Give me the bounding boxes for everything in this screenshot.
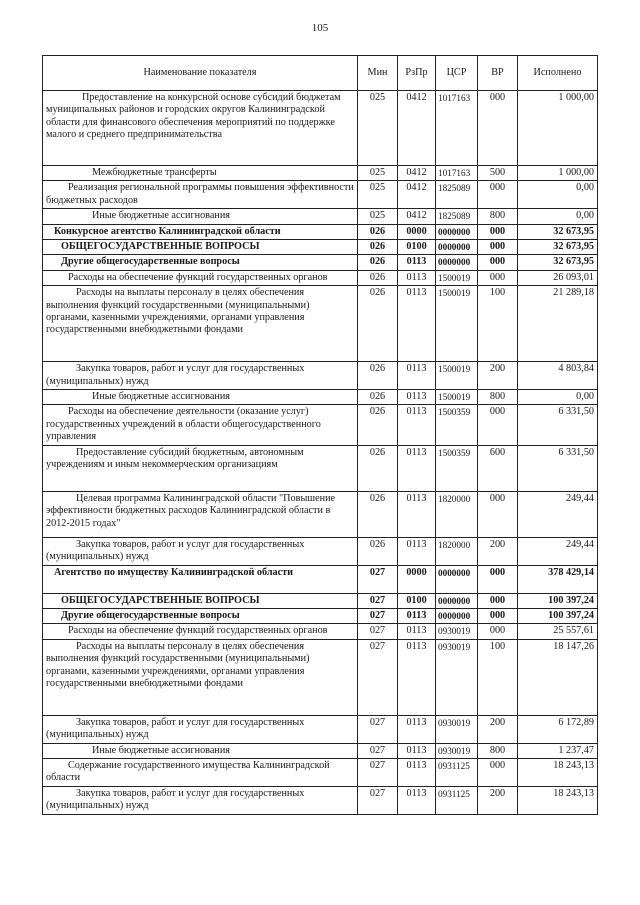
row-rzpr: 0113: [398, 286, 436, 362]
table-row: [43, 166, 598, 181]
row-name: Иные бюджетные ассигнования: [43, 390, 358, 405]
row-csr: 0930019: [436, 715, 478, 743]
row-done: 1 000,00: [518, 166, 598, 181]
row-rzpr: 0113: [398, 362, 436, 390]
row-vr: 000: [478, 405, 518, 445]
row-vr: 500: [478, 166, 518, 181]
row-min: 026: [358, 537, 398, 565]
header-csr: ЦСР: [436, 56, 478, 91]
row-done: 1 237,47: [518, 743, 598, 758]
row-min: 026: [358, 224, 398, 239]
row-csr: 1825089: [436, 209, 478, 224]
row-vr: 800: [478, 390, 518, 405]
row-vr: 200: [478, 786, 518, 814]
row-name: Расходы на выплаты персоналу в целях обеспечения выполнения функций государственными (муниципальными) органами, казенными учреждениями, органами управления государственными внебюджетными фондами: [43, 639, 358, 715]
row-done: 26 093,01: [518, 270, 598, 285]
row-vr: 000: [478, 181, 518, 209]
row-done: 25 557,61: [518, 624, 598, 639]
row-name: Расходы на обеспечение функций государственных органов: [43, 270, 358, 285]
row-min: 027: [358, 639, 398, 715]
row-vr: 000: [478, 224, 518, 239]
row-min: 027: [358, 593, 398, 608]
row-name: Конкурсное агентство Калининградской области: [43, 224, 358, 239]
row-csr: 1820000: [436, 537, 478, 565]
row-name: Межбюджетные трансферты: [43, 166, 358, 181]
row-done: 0,00: [518, 390, 598, 405]
row-vr: 200: [478, 362, 518, 390]
row-min: 027: [358, 624, 398, 639]
row-rzpr: 0100: [398, 240, 436, 255]
row-rzpr: 0412: [398, 209, 436, 224]
row-csr: 0930019: [436, 624, 478, 639]
row-csr: 0000000: [436, 240, 478, 255]
row-vr: 000: [478, 240, 518, 255]
row-csr: 1500019: [436, 286, 478, 362]
row-done: 249,44: [518, 491, 598, 537]
table-row: [43, 240, 598, 255]
row-csr: 0000000: [436, 608, 478, 623]
row-rzpr: 0000: [398, 565, 436, 593]
row-min: 025: [358, 91, 398, 166]
table-row: [43, 715, 598, 743]
row-name: Закупка товаров, работ и услуг для государственных (муниципальных) нужд: [43, 362, 358, 390]
row-csr: 0000000: [436, 255, 478, 270]
row-done: 249,44: [518, 537, 598, 565]
row-done: 378 429,14: [518, 565, 598, 593]
row-done: 100 397,24: [518, 593, 598, 608]
table-header-row: [43, 56, 598, 91]
row-min: 025: [358, 181, 398, 209]
row-rzpr: 0113: [398, 445, 436, 491]
row-name: Закупка товаров, работ и услуг для государственных (муниципальных) нужд: [43, 786, 358, 814]
header-done: Исполнено: [518, 56, 598, 91]
row-done: 32 673,95: [518, 224, 598, 239]
row-name: Предоставление субсидий бюджетным, автономным учреждениям и иным некоммерческим организациям: [43, 445, 358, 491]
row-vr: 000: [478, 624, 518, 639]
row-vr: 800: [478, 209, 518, 224]
row-vr: 000: [478, 91, 518, 166]
row-csr: 1820000: [436, 491, 478, 537]
table-row: [43, 362, 598, 390]
budget-execution-table: [42, 55, 598, 815]
row-min: 026: [358, 255, 398, 270]
row-name: Закупка товаров, работ и услуг для государственных (муниципальных) нужд: [43, 715, 358, 743]
row-min: 026: [358, 270, 398, 285]
header-min: Мин: [358, 56, 398, 91]
table-row: [43, 181, 598, 209]
row-min: 025: [358, 166, 398, 181]
table-row: [43, 758, 598, 786]
row-csr: 0930019: [436, 639, 478, 715]
row-done: 32 673,95: [518, 240, 598, 255]
row-min: 025: [358, 209, 398, 224]
table-row: [43, 593, 598, 608]
row-name: Другие общегосударственные вопросы: [43, 608, 358, 623]
row-done: 1 000,00: [518, 91, 598, 166]
row-done: 18 147,26: [518, 639, 598, 715]
row-min: 027: [358, 743, 398, 758]
table-row: [43, 91, 598, 166]
row-name: ОБЩЕГОСУДАРСТВЕННЫЕ ВОПРОСЫ: [43, 593, 358, 608]
table-row: [43, 608, 598, 623]
row-csr: 1017163: [436, 166, 478, 181]
row-name: Содержание государственного имущества Калининградской области: [43, 758, 358, 786]
row-rzpr: 0113: [398, 405, 436, 445]
row-min: 026: [358, 491, 398, 537]
row-min: 026: [358, 240, 398, 255]
row-csr: 1825089: [436, 181, 478, 209]
row-done: 18 243,13: [518, 786, 598, 814]
header-vr: ВР: [478, 56, 518, 91]
row-vr: 000: [478, 565, 518, 593]
table-row: [43, 639, 598, 715]
row-csr: 1500019: [436, 390, 478, 405]
header-name: Наименование показателя: [43, 56, 358, 91]
row-done: 32 673,95: [518, 255, 598, 270]
row-done: 0,00: [518, 209, 598, 224]
row-vr: 000: [478, 593, 518, 608]
row-csr: 1500019: [436, 362, 478, 390]
row-done: 100 397,24: [518, 608, 598, 623]
row-name: Расходы на обеспечение функций государственных органов: [43, 624, 358, 639]
row-name: Другие общегосударственные вопросы: [43, 255, 358, 270]
table-row: [43, 286, 598, 362]
row-vr: 200: [478, 537, 518, 565]
row-name: Расходы на выплаты персоналу в целях обеспечения выполнения функций государственными (муниципальными) органами, казенными учреждениями, органами управления государственными внебюджетными фондами: [43, 286, 358, 362]
table-row: [43, 624, 598, 639]
table-row: [43, 224, 598, 239]
row-min: 027: [358, 786, 398, 814]
row-name: Закупка товаров, работ и услуг для государственных (муниципальных) нужд: [43, 537, 358, 565]
row-done: 21 289,18: [518, 286, 598, 362]
row-done: 18 243,13: [518, 758, 598, 786]
row-csr: 0931125: [436, 786, 478, 814]
table-row: [43, 209, 598, 224]
row-vr: 100: [478, 286, 518, 362]
header-rzpr: РзПр: [398, 56, 436, 91]
row-vr: 000: [478, 608, 518, 623]
row-vr: 800: [478, 743, 518, 758]
row-name: Иные бюджетные ассигнования: [43, 209, 358, 224]
row-name: Иные бюджетные ассигнования: [43, 743, 358, 758]
table-row: [43, 537, 598, 565]
row-rzpr: 0113: [398, 255, 436, 270]
row-min: 026: [358, 405, 398, 445]
row-rzpr: 0113: [398, 390, 436, 405]
table-row: [43, 491, 598, 537]
row-vr: 000: [478, 758, 518, 786]
row-rzpr: 0412: [398, 181, 436, 209]
row-vr: 000: [478, 491, 518, 537]
table-row: [43, 565, 598, 593]
row-csr: 0000000: [436, 224, 478, 239]
row-csr: 1500019: [436, 270, 478, 285]
row-rzpr: 0113: [398, 537, 436, 565]
row-vr: 000: [478, 270, 518, 285]
table-row: [43, 270, 598, 285]
row-min: 027: [358, 565, 398, 593]
row-rzpr: 0113: [398, 743, 436, 758]
page-number: 105: [311, 22, 329, 34]
row-min: 027: [358, 715, 398, 743]
row-name: Реализация региональной программы повышения эффективности бюджетных расходов: [43, 181, 358, 209]
row-csr: 0930019: [436, 743, 478, 758]
row-csr: 0000000: [436, 565, 478, 593]
table-row: [43, 390, 598, 405]
row-vr: 000: [478, 255, 518, 270]
row-done: 0,00: [518, 181, 598, 209]
table-row: [43, 786, 598, 814]
table-row: [43, 255, 598, 270]
row-done: 4 803,84: [518, 362, 598, 390]
row-name: Целевая программа Калининградской области "Повышение эффективности бюджетных расходов Калининградской области в 2012-2015 годах": [43, 491, 358, 537]
row-rzpr: 0113: [398, 639, 436, 715]
row-rzpr: 0100: [398, 593, 436, 608]
row-rzpr: 0113: [398, 270, 436, 285]
row-min: 026: [358, 390, 398, 405]
row-csr: 1500359: [436, 445, 478, 491]
row-min: 026: [358, 445, 398, 491]
row-csr: 0931125: [436, 758, 478, 786]
row-rzpr: 0113: [398, 608, 436, 623]
row-rzpr: 0113: [398, 786, 436, 814]
row-name: Расходы на обеспечение деятельности (оказание услуг) государственных учреждений в области общегосударственного управления: [43, 405, 358, 445]
row-vr: 100: [478, 639, 518, 715]
table-row: [43, 405, 598, 445]
row-rzpr: 0113: [398, 758, 436, 786]
row-rzpr: 0113: [398, 715, 436, 743]
row-min: 027: [358, 758, 398, 786]
table-row: [43, 743, 598, 758]
row-name: Агентство по имуществу Калининградской области: [43, 565, 358, 593]
row-csr: 0000000: [436, 593, 478, 608]
row-done: 6 172,89: [518, 715, 598, 743]
row-vr: 600: [478, 445, 518, 491]
row-rzpr: 0113: [398, 624, 436, 639]
row-min: 026: [358, 286, 398, 362]
row-min: 027: [358, 608, 398, 623]
row-done: 6 331,50: [518, 445, 598, 491]
row-min: 026: [358, 362, 398, 390]
row-rzpr: 0412: [398, 91, 436, 166]
row-rzpr: 0000: [398, 224, 436, 239]
row-name: ОБЩЕГОСУДАРСТВЕННЫЕ ВОПРОСЫ: [43, 240, 358, 255]
row-rzpr: 0412: [398, 166, 436, 181]
row-vr: 200: [478, 715, 518, 743]
table-row: [43, 445, 598, 491]
row-name: Предоставление на конкурсной основе субсидий бюджетам муниципальных районов и городских округов Калининградской области для финансового обеспечения мероприятий по поддержке малого и среднего предпринимательства: [43, 91, 358, 166]
row-rzpr: 0113: [398, 491, 436, 537]
row-csr: 1500359: [436, 405, 478, 445]
row-done: 6 331,50: [518, 405, 598, 445]
row-csr: 1017163: [436, 91, 478, 166]
